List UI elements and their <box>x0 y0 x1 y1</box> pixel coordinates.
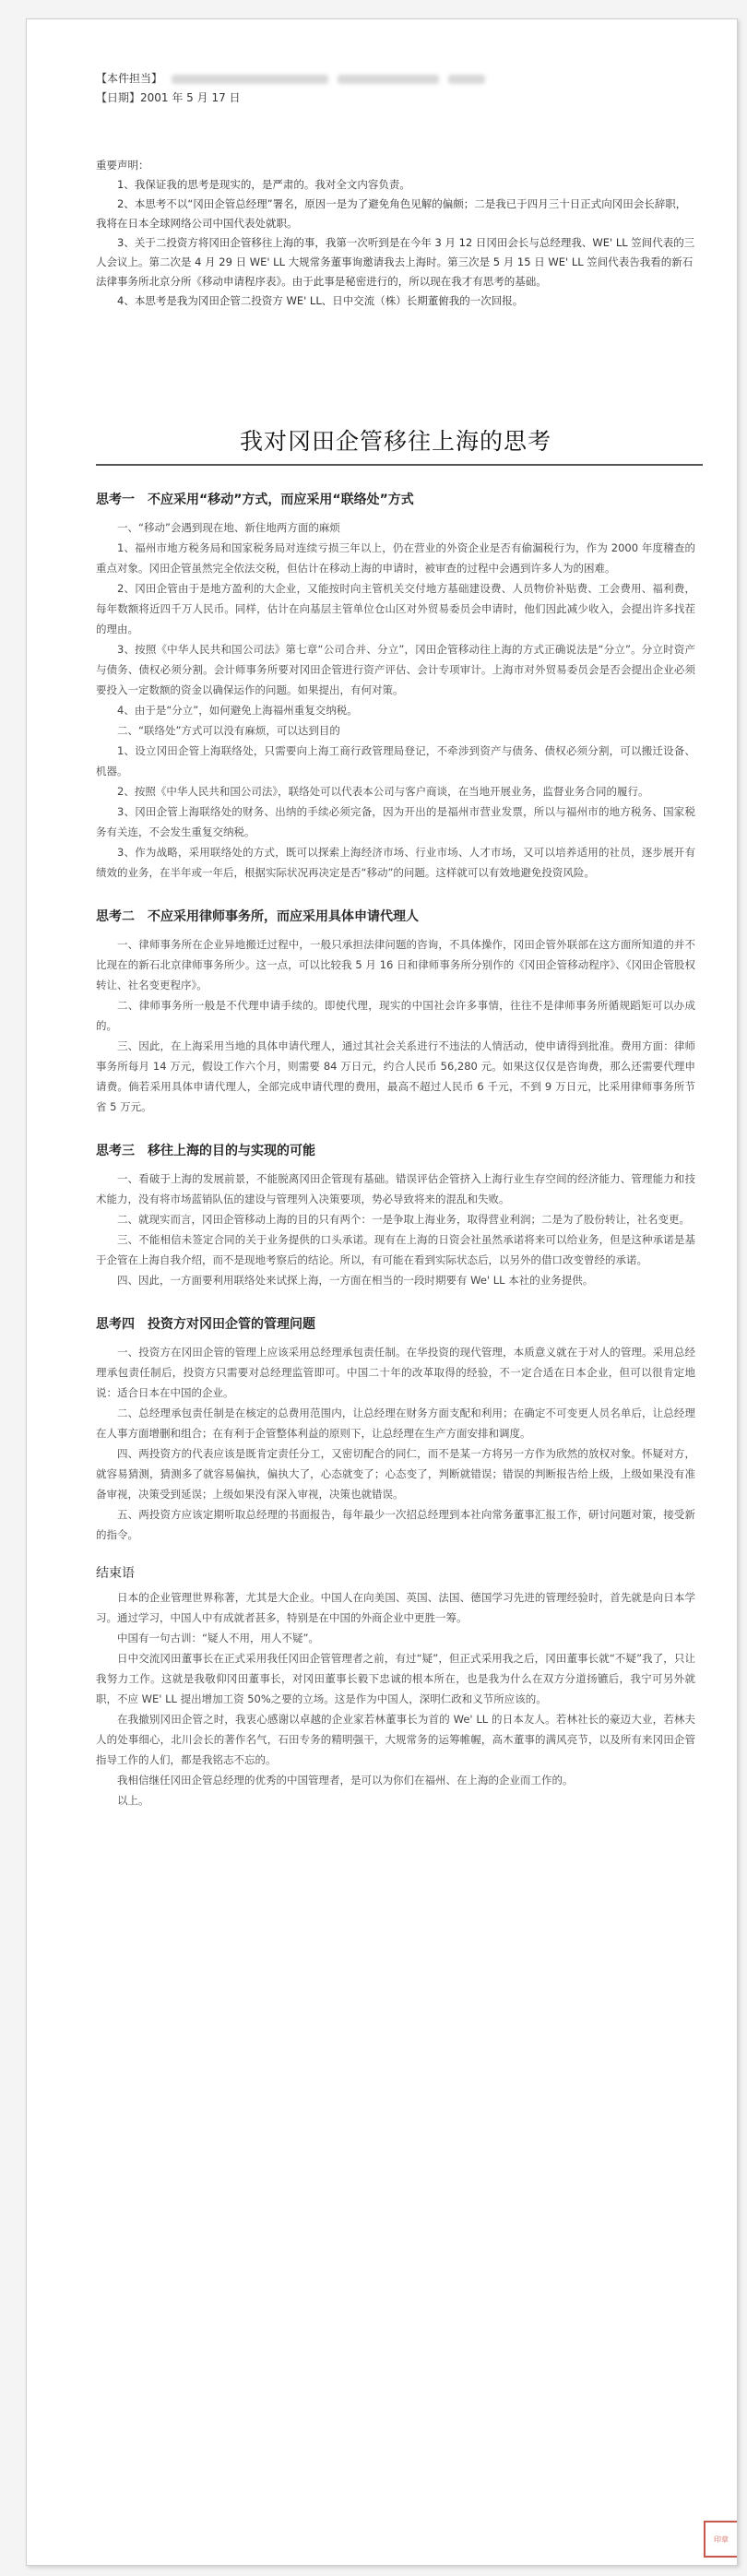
paragraph: 三、不能相信未签定合同的关于业务提供的口头承诺。现有在上海的日资会社虽然承诺将来可以给业务，但是这种承诺是基于企管在上海自我介绍，而不是现地考察后的结论。所以，有可能在看到实际状态后，以另外的借口改变曾经的承诺。 <box>96 1233 695 1266</box>
document-title: 我对冈田企管移往上海的思考 <box>239 428 551 455</box>
paragraph: 2、冈田企管由于是地方盈利的大企业，又能按时向主管机关交付地方基础建设费、人员物价补贴费、工会费用、福利费，每年数额将近四千万人民币。同样，估计在向基层主管单位仓山区对外贸易委员会申请时，他们因此减少收入，会提出许多找茬的理由。 <box>96 582 695 635</box>
paragraph: 1、福州市地方税务局和国家税务局对连续亏损三年以上，仍在营业的外资企业是否有偷漏税行为，作为 2000 年度稽查的重点对象。冈田企管虽然完全依法交税，但估计在移动上海的申请时，被审查的过程中会遇到许多人为的困难。 <box>96 541 695 575</box>
paragraph: 三、因此，在上海采用当地的具体申请代理人，通过其社会关系进行不违法的人情活动，使申请得到批准。费用方面：律师事务所每月 14 万元，假设工作六个月，则需要 84 万日元，约合人民币 56,280 元。如果这仅仅是咨询费，那么还需要代理申请费。倘若采用具体申请代理人，全部完成申请代理的费用，最高不超过人民币 6 千元，不到 9 万日元，比采用律师事务所节省 5 万元。 <box>96 1039 695 1113</box>
paragraph: 一、看破于上海的发展前景，不能脱离冈田企管现有基础。错误评估企管挤入上海行业生存空间的经济能力、管理能力和技术能力，没有将市场蓝销队伍的建设与管理列入决策要项，势必导致将来的混乱和失败。 <box>96 1172 695 1205</box>
section-3 <box>96 1141 695 1290</box>
seal-stamp <box>704 2521 738 2558</box>
document-meta <box>96 69 485 108</box>
notice-heading: 重要声明： <box>96 159 149 172</box>
paragraph: 二、“联络处”方式可以没有麻烦，可以达到目的 <box>117 724 340 737</box>
paragraph: 一、律师事务所在企业异地搬迁过程中，一般只承担法律问题的咨询，不具体操作，冈田企管外联部在这方面所知道的并不比现在的新石北京律师事务所少。这一点，可以比较我 5 月 16 日和律师事务所分别作的《冈田企管移动程序》、《冈田企管股权转让、社名变更程序》。 <box>96 938 695 991</box>
paragraph: 3、按照《中华人民共和国公司法》第七章“公司合并、分立”，冈田企管移动往上海的方式正确说法是“分立”。分立时资产与债务、债权必须分割。会计师事务所要对冈田企管进行资产评估、会计专项审计。上海市对外贸易委员会是否会提出企业必须要投入一定数额的资金以确保运作的问题。如果提出，有何对策。 <box>96 643 695 696</box>
section-heading: 思考四 投资方对冈田企管的管理问题 <box>96 1317 315 1332</box>
paragraph: 在我撤别冈田企管之时，我衷心感谢以卓越的企业家若林董事长为首的 We' LL 的日本友人。若林社长的豪迈大业，若林夫人的处事细心，北川会长的著作名气，石田专务的精明强干，大规常务的运筹帷幄，高木董事的满风亮节，以及所有来冈田企管指导工作的人们，都是我铭志不忘的。 <box>96 1713 695 1766</box>
closing-heading: 结束语 <box>96 1566 135 1581</box>
paragraph: 二、总经理承包责任制是在核定的总费用范围内，让总经理在财务方面支配和利用；在确定不可变更人员名单后，让总经理在人事方面增删和组合；在有利于企管整体利益的原则下，让总经理在生产方面安排和调度。 <box>96 1407 695 1440</box>
paragraph: 二、就现实而言，冈田企管移动上海的目的只有两个：一是争取上海业务，取得营业利润；二是为了股份转让，社名变更。 <box>117 1213 690 1226</box>
title-divider <box>96 464 703 466</box>
paragraph: 3、作为战略，采用联络处的方式，既可以探索上海经济市场、行业市场、人才市场，又可以培养适用的社员，逐步展开有绩效的业务，在半年或一年后，根据实际状况再决定是否“移动”的问题。这样就可以有效地避免投资风险。 <box>96 846 695 879</box>
redacted-owner-extra <box>448 75 485 84</box>
section-1 <box>96 490 695 883</box>
date-line <box>96 89 485 108</box>
redacted-owner-detail <box>338 75 439 84</box>
paragraph: 日中交流冈田董事长在正式采用我任冈田企管管理者之前，有过“疑”，但正式采用我之后，冈田董事长就“不疑”我了，只让我努力工作。这就是我敬仰冈田董事长，对冈田董事长毅下忠诚的根本所在，也是我为什么在双方分道扬镳后，我宁可另外就职，不应 WE' LL 提出增加工资 50%之要的立场。这是作为中国人，深明仁政和义节所应该的。 <box>96 1652 695 1705</box>
paragraph: 以上。 <box>117 1794 149 1807</box>
paragraph: 五、两投资方应该定期听取总经理的书面报告，每年最少一次招总经理到本社向常务董事汇报工作，研讨问题对策，接受新的指令。 <box>96 1508 695 1541</box>
paragraph: 日本的企业管理世界称著，尤其是大企业。中国人在向美国、英国、法国、德国学习先进的管理经验时，首先就是向日本学习。通过学习，中国人中有成就者甚多，特别是在中国的外商企业中更胜一筹。 <box>96 1591 695 1624</box>
notice-item: 4、本思考是我为冈田企管二投资方 WE' LL、日中交流（株）长期董俯我的一次回报。 <box>117 294 524 307</box>
section-heading: 思考一 不应采用“移动”方式，而应采用“联络处”方式 <box>96 493 414 507</box>
notice-item: 1、我保证我的思考是现实的，是严肃的。我对全文内容负责。 <box>117 178 410 191</box>
paragraph: 一、投资方在冈田企管的管理上应该采用总经理承包责任制。在华投资的现代管理，本质意义就在于对人的管理。采用总经理承包责任制后，投资方只需要对总经理监管即可。中国二十年的改革取得的经验，不一定合适在日本企业，但可以很肯定地说：适合日本在中国的企业。 <box>96 1346 695 1399</box>
closing-section <box>96 1563 695 1810</box>
date-value: 2001 年 5 月 17 日 <box>140 91 241 104</box>
section-heading: 思考二 不应采用律师事务所，而应采用具体申请代理人 <box>96 909 419 924</box>
section-heading: 思考三 移往上海的目的与实现的可能 <box>96 1144 315 1158</box>
date-label: 【日期】 <box>96 91 141 104</box>
paragraph: 四、两投资方的代表应该是既肯定责任分工，又密切配合的同仁，而不是某一方将另一方作为欣然的放权对象。怀疑对方，就容易猜测，猜测多了就容易偏执，偏执大了，心态就变了；心态变了，判断就错误；错误的判断报告给上级，上级如果没有准备审视，决策受到延误；上级如果没有深入审视，决策也就错误。 <box>96 1447 695 1501</box>
paragraph: 2、按照《中华人民共和国公司法》，联络处可以代表本公司与客户商谈，在当地开展业务，监督业务合同的履行。 <box>117 785 649 798</box>
paragraph: 一、“移动”会遇到现在地、新住地两方面的麻烦 <box>117 521 340 534</box>
paragraph: 4、由于是“分立”，如何避免上海福州重复交纳税。 <box>117 704 358 717</box>
owner-line <box>96 69 485 89</box>
section-2 <box>96 907 695 1117</box>
section-4 <box>96 1314 695 1545</box>
owner-label: 【本件担当】 <box>96 72 163 85</box>
document-page <box>26 18 738 2566</box>
seal-text: 印章 <box>714 2534 729 2544</box>
paragraph: 3、冈田企管上海联络处的财务、出纳的手续必须完备，因为开出的是福州市营业发票，所以与福州市的地方税务、国家税务有关连，不会发生重复交纳税。 <box>96 805 695 838</box>
important-notice <box>96 156 695 311</box>
redacted-owner-name <box>172 75 328 84</box>
paragraph: 我相信继任冈田企管总经理的优秀的中国管理者，是可以为你们在福州、在上海的企业而工作的。 <box>117 1774 574 1787</box>
paragraph: 四、因此，一方面要利用联络处来试探上海，一方面在相当的一段时期要有 We' LL 本社的业务提供。 <box>117 1274 594 1287</box>
paragraph: 二、律师事务所一般是不代理申请手续的。即使代理，现实的中国社会许多事情，往往不是律师事务所循规蹈矩可以办成的。 <box>96 999 695 1032</box>
notice-item: 3、关于二投资方将冈田企管移往上海的事，我第一次听到是在今年 3 月 12 日冈田会长与总经理我、WE' LL 笠间代表的三人会议上。第二次是 4 月 29 日 WE' LL 大规常务董事询邀请我去上海时。第三次是 5 月 15 日 WE' LL 笠间代表告我看的新石法律事务所北京分所《移动申请程序表》。由于此事是秘密进行的，所以现在我才有思考的基础。 <box>96 236 695 288</box>
notice-item: 2、本思考不以“冈田企管总经理”署名，原因一是为了避免角色见解的偏颇；二是我已于四月三十日正式向冈田会长辞职，我将在日本全球网络公司中国代表处就职。 <box>96 197 687 230</box>
paragraph: 1、设立冈田企管上海联络处，只需要向上海工商行政管理局登记，不牵涉到资产与债务、债权必须分割，可以搬迁设备、机器。 <box>96 744 695 778</box>
document-body <box>96 479 695 1810</box>
paragraph: 中国有一句古训：“疑人不用，用人不疑”。 <box>117 1632 319 1644</box>
